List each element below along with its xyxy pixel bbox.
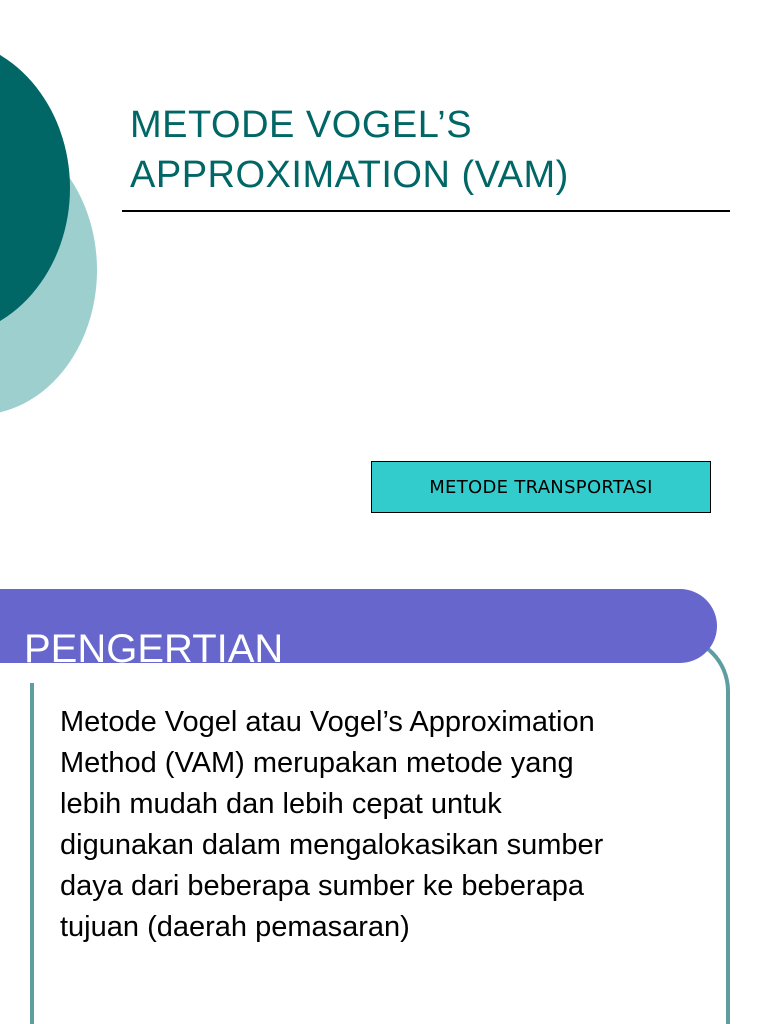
slide-title — [130, 100, 730, 200]
body-line: Metode Vogel atau Vogel’s Approximation — [60, 706, 595, 738]
title-line-1: METODE VOGEL’S — [130, 104, 473, 146]
subtitle-text: METODE TRANSPORTASI — [429, 476, 653, 498]
body-line: lebih mudah dan lebih cepat untuk — [60, 788, 502, 820]
title-line-2: APPROXIMATION (VAM) — [130, 154, 569, 196]
body-line: digunakan dalam mengalokasikan sumber — [60, 829, 604, 861]
body-line: daya dari beberapa sumber ke beberapa — [60, 870, 584, 902]
body-paragraph — [60, 702, 730, 948]
content-slide — [0, 575, 768, 1024]
subtitle-box — [371, 461, 711, 513]
heading-banner — [0, 589, 717, 671]
title-underline — [122, 210, 730, 212]
banner-underline — [0, 678, 678, 680]
body-line: Method (VAM) merupakan metode yang — [60, 747, 574, 779]
frame-left-border — [30, 683, 34, 1024]
body-line: tujuan (daerah pemasaran) — [60, 911, 410, 943]
section-heading: PENGERTIAN — [24, 627, 284, 671]
